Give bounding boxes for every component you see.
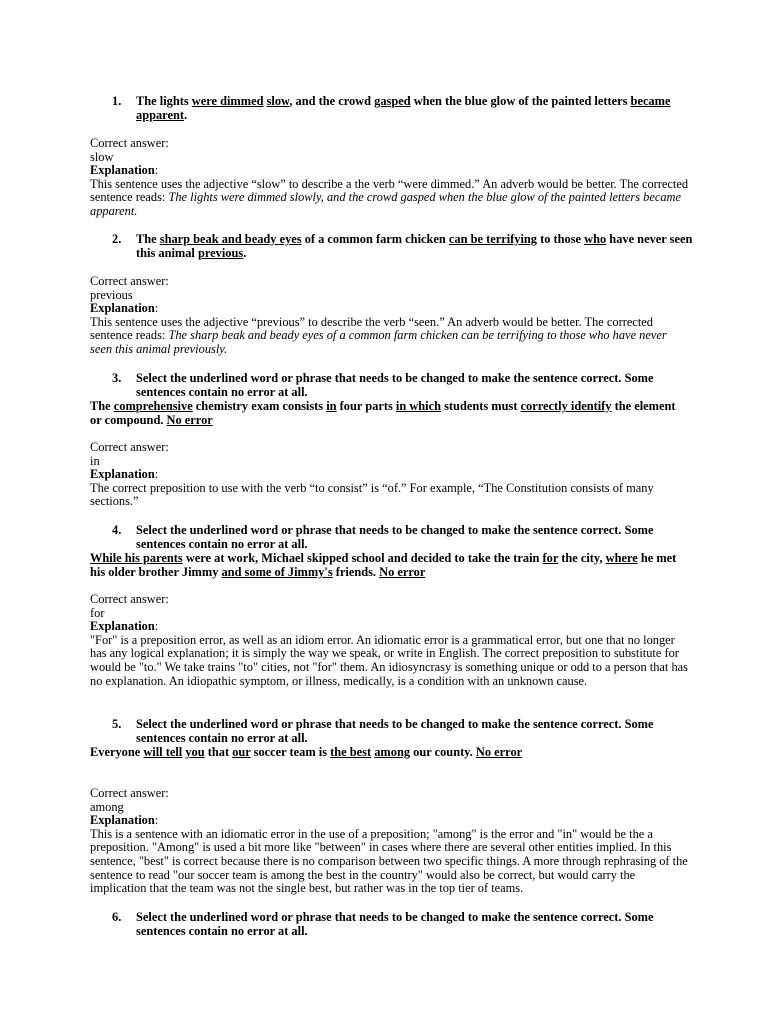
text-run: the element or compound. [90, 399, 676, 427]
text-run: our county. [410, 745, 476, 759]
sentence-5 [90, 746, 690, 760]
underlined-phrase: the best [330, 745, 372, 759]
question-number: 2. [112, 232, 122, 246]
question-3 [112, 371, 696, 399]
explanation-text [90, 482, 690, 509]
answer-value: for [90, 605, 105, 620]
text-run: Select the underlined word or phrase that needs to be changed to make the sentence correct. Some sentences contain no error at all. [136, 910, 654, 938]
answer-label: Correct answer: [90, 786, 169, 800]
text-run: he met his older brother Jimmy [90, 551, 677, 579]
text-run: to those [537, 232, 585, 246]
sentence-4 [90, 552, 690, 579]
explanation-label: Explanation [90, 163, 155, 178]
text-run: Everyone [90, 745, 144, 759]
underlined-phrase: in which [395, 399, 442, 413]
text-run: "For" is a preposition error, as well as an idiom error. An idiomatic error is a grammatical error, but one that no longer has any logical explanation; it is simply the way we speak, or write in English. The correct preposition to substitute for would be "to." We take trains "to" cities, not "for" them. An idiosyncrasy is something unique or odd to a person that has no explanation. An idiopathic symptom, or illness, medically, is a condition with an unknown cause. [90, 632, 688, 688]
question-text [136, 232, 692, 260]
underlined-phrase: will tell [143, 745, 183, 759]
answer-block-1: Correct answer: slow Explanation: This sentence uses the adjective “slow” to describe a the verb “were dimmed.” An adverb would be better. The corrected sentence reads: The lights were dimmed slowly, and the crowd gasped when the blue glow of the painted letters became apparent. [90, 136, 689, 218]
explanation-label: Explanation [90, 619, 155, 634]
answer-label: Correct answer: [90, 592, 169, 606]
question-6 [112, 910, 696, 938]
underlined-phrase: No error [379, 564, 426, 579]
text-run: Select the underlined word or phrase that needs to be changed to make the sentence correct. Some sentences contain no error at all. [136, 523, 654, 551]
question-5 [112, 717, 696, 745]
text-run: of a common farm chicken [301, 232, 449, 246]
text-run: The correct preposition to use with the verb “to consist” is “of.” For example, “The Constitution consists of many sections.” [90, 480, 654, 509]
text-run: This sentence uses the adjective “slow” to describe a the verb “were dimmed.” An adverb would be better. The corrected sentence reads: [90, 176, 689, 205]
text-run: The [136, 232, 160, 246]
text-run: chemistry exam consists [192, 399, 327, 413]
underlined-phrase: became apparent [136, 94, 671, 122]
underlined-phrase: gasped [374, 94, 411, 108]
text-run: Select the underlined word or phrase that needs to be changed to make the sentence correct. Some sentences contain no error at all. [136, 717, 654, 745]
sentence-3 [90, 400, 690, 427]
question-number: 5. [112, 717, 122, 731]
underlined-phrase: slow [266, 94, 290, 108]
text-run: friends. [332, 564, 380, 579]
answer-value: in [90, 453, 100, 468]
answer-block-5: Correct answer: among Explanation: This is a sentence with an idiomatic error in the use of a preposition; "among" is the error and "in" would be the a preposition. "Among" is used a bit more like "between" in cases where there are several other entities implied. In this sentence, "best" is correct because there is no comparison between two specific things. A more through rephrasing of the sentence to read "our soccer team is among the best in the country" would also be correct, but would carry the implication that the team was not the single best, but rather was in the top tier of teams. [90, 787, 690, 896]
underlined-phrase: sharp beak and beady eyes [159, 232, 302, 246]
underlined-phrase: you [185, 745, 205, 759]
underlined-phrase: and some of Jimmy's [221, 564, 333, 579]
question-text [136, 717, 653, 745]
question-4 [112, 523, 696, 551]
text-run: . [183, 107, 188, 122]
question-number: 6. [112, 910, 122, 924]
answer-label: Correct answer: [90, 136, 169, 150]
answer-value: slow [90, 149, 114, 164]
question-number: 3. [112, 371, 122, 385]
question-number: 1. [112, 94, 122, 108]
explanation-text [90, 634, 690, 688]
underlined-phrase: can be terrifying [448, 232, 537, 246]
text-run: The [90, 399, 114, 413]
underlined-phrase: among [374, 745, 411, 759]
underlined-phrase: for [542, 551, 559, 565]
text-run: have never seen this animal [136, 232, 693, 260]
text-run: This is a sentence with an idiomatic error in the use of a preposition; "among" is the error and "in" would be the a preposition. "Among" is used a bit more like "between" in cases where there are several other entities implied. In this sentence, "best" is correct because there is no comparison between two specific things. A more through rephrasing of the sentence to read "our soccer team is among the best in the country" would also be correct, but would carry the implication that the team was not the single best, but rather was in the top tier of teams. [90, 826, 688, 896]
question-text [136, 94, 670, 122]
explanation-text [90, 178, 690, 219]
question-number: 4. [112, 523, 122, 537]
question-2 [112, 232, 696, 260]
underlined-phrase: in [326, 399, 337, 413]
answer-block-4: Correct answer: for Explanation: "For" is a preposition error, as well as an idiom error. An idiomatic error is a grammatical error, but one that no longer has any logical explanation; it is simply the way we speak, or write in English. The correct preposition to substitute for would be "to." We take trains "to" cities, not "for" them. An idiosyncrasy is something unique or odd to a person that has no explanation. An idiopathic symptom, or illness, medically, is a condition with an unknown cause. [90, 593, 690, 688]
text-run: , and the crowd [289, 94, 375, 108]
text-run: students must [441, 399, 521, 413]
question-text [136, 910, 653, 938]
italic-sentence: The lights were dimmed slowly, and the crowd gasped when the blue glow of the painted letters became apparent. [90, 190, 681, 218]
explanation-text [90, 316, 690, 357]
underlined-phrase: previous [197, 245, 244, 260]
text-run: four parts [336, 399, 396, 413]
underlined-phrase: were dimmed [191, 94, 264, 108]
question-text [136, 523, 653, 551]
underlined-phrase: our [232, 745, 251, 759]
text-run: when the blue glow of the painted letters [410, 94, 631, 108]
answer-block-3: Correct answer: in Explanation: The correct preposition to use with the verb “to consist” is “of.” For example, “The Constitution consists of many sections.” [90, 441, 690, 509]
answer-label: Correct answer: [90, 440, 169, 454]
text-run: The lights [136, 94, 192, 108]
answer-label: Correct answer: [90, 274, 169, 288]
text-run: soccer team is [250, 745, 331, 759]
explanation-label: Explanation [90, 467, 155, 482]
explanation-text [90, 828, 690, 896]
text-run: Select the underlined word or phrase that needs to be changed to make the sentence correct. Some sentences contain no error at all. [136, 371, 654, 399]
text-run: were at work, Michael skipped school and decided to take the train [182, 551, 543, 565]
underlined-phrase: correctly identify [520, 399, 612, 413]
explanation-label: Explanation [90, 813, 155, 828]
underlined-phrase: comprehensive [113, 399, 193, 413]
underlined-phrase: No error [166, 412, 213, 427]
question-text [136, 371, 653, 399]
italic-sentence: The sharp beak and beady eyes of a common farm chicken can be terrifying to those who have never seen this animal previously. [90, 328, 667, 356]
underlined-phrase: who [584, 232, 607, 246]
explanation-label: Explanation [90, 301, 155, 316]
text-run: This sentence uses the adjective “previous” to describe the verb “seen.” An adverb would be better. The corrected sentence reads: [90, 314, 653, 343]
underlined-phrase: While his parents [90, 551, 183, 565]
answer-value: among [90, 799, 124, 814]
answer-block-2: Correct answer: previous Explanation: This sentence uses the adjective “previous” to describe the verb “seen.” An adverb would be better. The corrected sentence reads: The sharp beak and beady eyes of a common farm chicken can be terrifying to those who have never seen this animal previously. [90, 275, 690, 357]
text-run: that [204, 745, 233, 759]
text-run: . [243, 245, 247, 260]
text-run: the city, [558, 551, 606, 565]
answer-value: previous [90, 287, 133, 302]
underlined-phrase: where [605, 551, 638, 565]
underlined-phrase: No error [475, 745, 523, 759]
question-1 [112, 94, 696, 122]
